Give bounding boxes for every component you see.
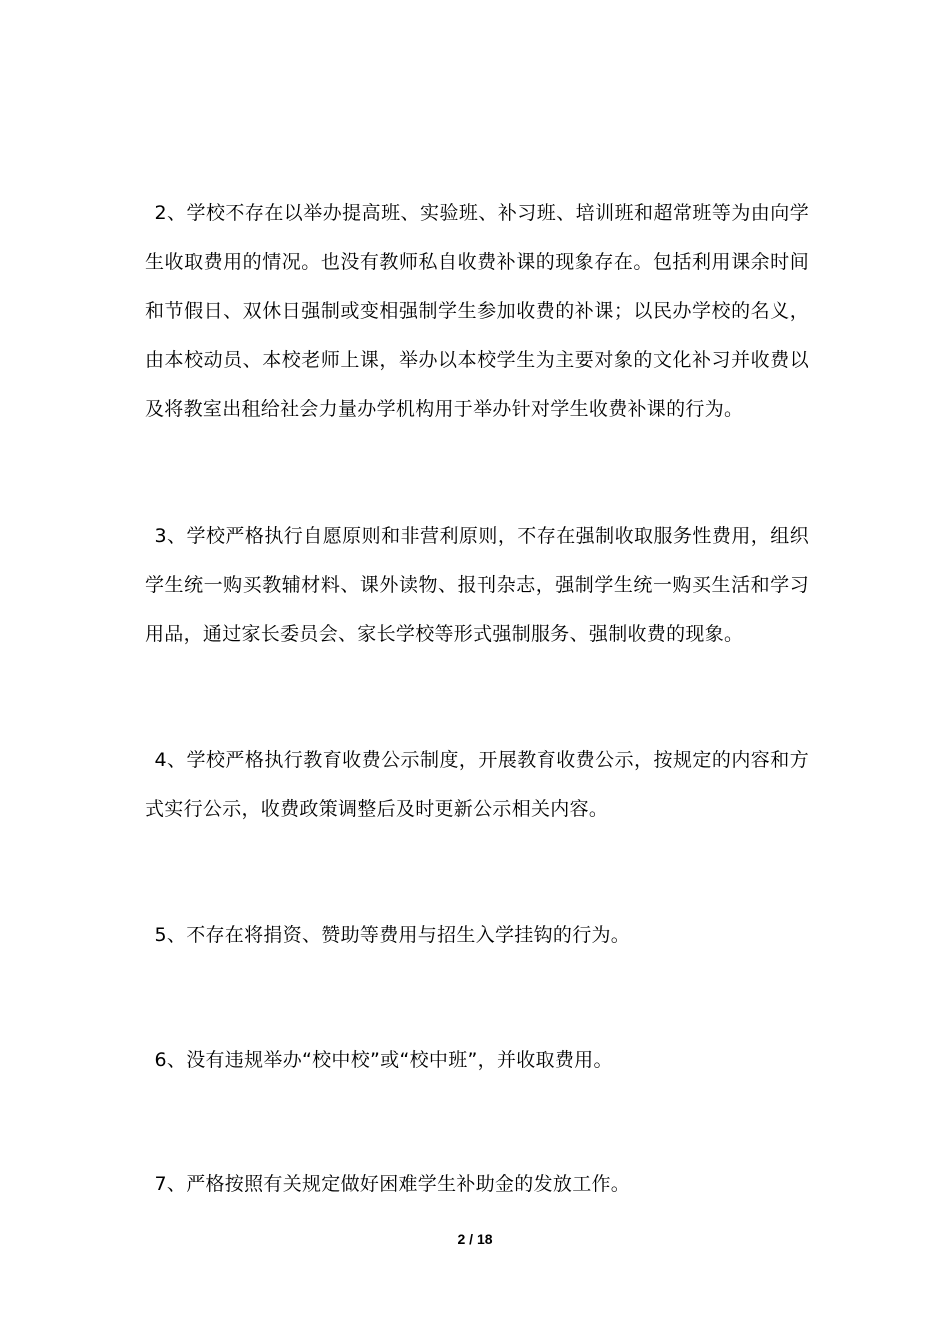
paragraph-item-5: 5、不存在将捐资、赞助等费用与招生入学挂钩的行为。 — [154, 924, 631, 946]
paragraph-item-6: 6、没有违规举办“校中校”或“校中班”，并收取费用。 — [154, 1049, 613, 1071]
paragraph-item-2: 2、学校不存在以举办提高班、实验班、补习班、培训班和超常班等为由向学生收取费用的情况。也没有教师私自收费补课的现象存在。包括利用课余时间和节假日、双休日强制或变相强制学生参加收费的补课；以民办学校的名义，由本校动员、本校老师上课，举办以本校学生为主要对象的文化补习并收费以及将教室出租给社会力量办学机构用于举办针对学生收费补课的行为。 — [145, 202, 809, 420]
page-number: 2 / 18 — [457, 1231, 493, 1247]
paragraph-item-3: 3、学校严格执行自愿原则和非营利原则，不存在强制收取服务性费用，组织学生统一购买教辅材料、课外读物、报刊杂志，强制学生统一购买生活和学习用品，通过家长委员会、家长学校等形式强制服务、强制收费的现象。 — [145, 525, 809, 645]
paragraph-item-7: 7、严格按照有关规定做好困难学生补助金的发放工作。 — [154, 1173, 631, 1195]
paragraph-item-4: 4、学校严格执行教育收费公示制度，开展教育收费公示，按规定的内容和方式实行公示，收费政策调整后及时更新公示相关内容。 — [145, 749, 809, 820]
